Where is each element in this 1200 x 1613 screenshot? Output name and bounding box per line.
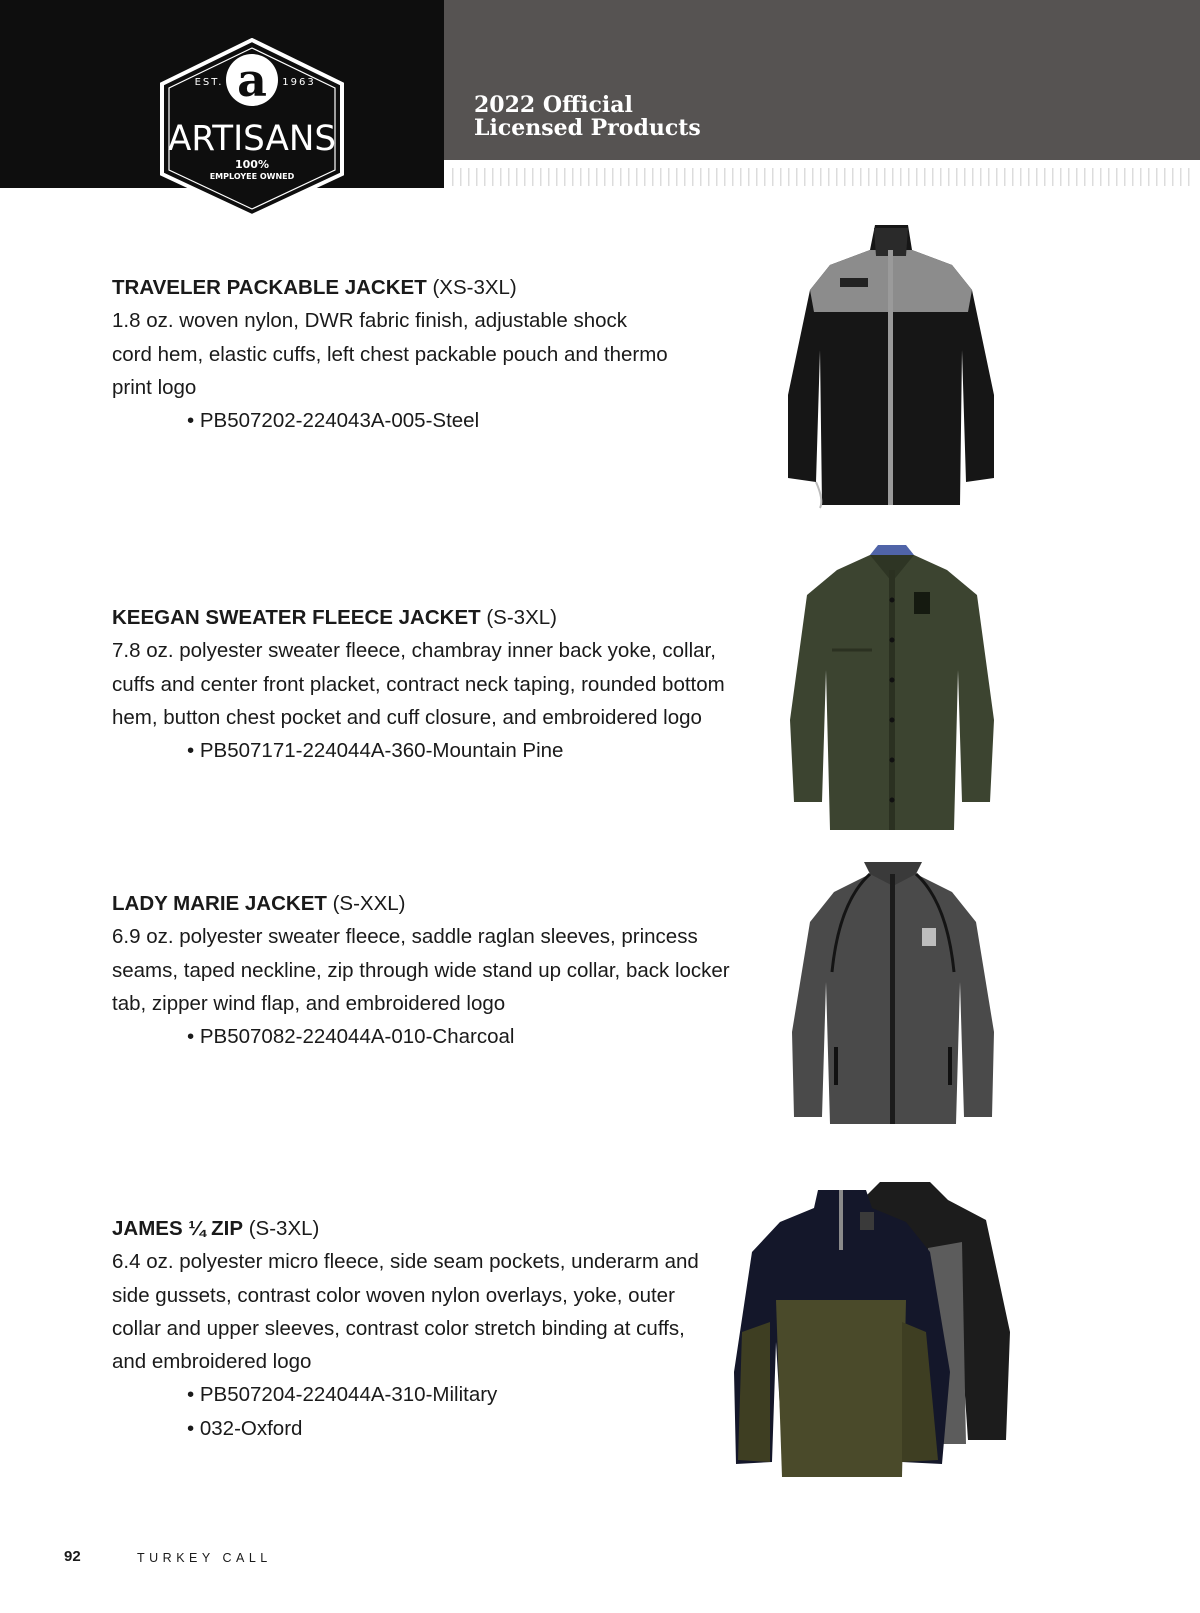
product-sizes: (S-3XL) xyxy=(486,606,557,629)
product-description: 6.4 oz. polyester micro fleece, side seam pockets, underarm and side gussets, contrast color woven nylon overlays, yoke, outer collar and upper sleeves, contrast color stretch binding at cuffs, and embroidered logo xyxy=(112,1250,699,1374)
tick-mark xyxy=(900,168,902,186)
green-button-fleece-jacket-image xyxy=(782,540,1002,840)
tick-mark xyxy=(708,168,710,186)
product-sizes: (XS-3XL) xyxy=(432,276,517,299)
tick-mark xyxy=(524,168,526,186)
tick-mark xyxy=(452,168,454,186)
logo-year: 1963 xyxy=(282,77,316,88)
tick-mark xyxy=(468,168,470,186)
tick-mark xyxy=(980,168,982,186)
tick-mark xyxy=(516,168,518,186)
artisans-logo xyxy=(154,38,350,218)
tick-mark xyxy=(1172,168,1174,186)
tick-mark xyxy=(492,168,494,186)
decorative-tick-strip xyxy=(450,166,1190,188)
tick-mark xyxy=(660,168,662,186)
tick-mark xyxy=(948,168,950,186)
tick-mark xyxy=(500,168,502,186)
tick-mark xyxy=(740,168,742,186)
tick-mark xyxy=(588,168,590,186)
tick-mark xyxy=(540,168,542,186)
tick-mark xyxy=(756,168,758,186)
sku-list xyxy=(112,1020,752,1053)
title-line-1: 2022 Official xyxy=(474,92,633,118)
tick-mark xyxy=(1156,168,1158,186)
tick-mark xyxy=(748,168,750,186)
tick-mark xyxy=(1012,168,1014,186)
tick-mark xyxy=(1116,168,1118,186)
product-name: JAMES ¼ ZIP xyxy=(112,1217,244,1240)
tick-mark xyxy=(1060,168,1062,186)
product-description: 1.8 oz. woven nylon, DWR fabric finish, adjustable shock cord hem, elastic cuffs, left chest packable pouch and thermo print logo xyxy=(112,309,668,399)
logo-brand: ARTISANS xyxy=(168,119,336,159)
tick-mark xyxy=(692,168,694,186)
tick-mark xyxy=(1148,168,1150,186)
tick-mark xyxy=(772,168,774,186)
product-name: TRAVELER PACKABLE JACKET xyxy=(112,276,427,299)
tick-mark xyxy=(572,168,574,186)
tick-mark xyxy=(636,168,638,186)
logo-percent: 100% xyxy=(235,158,269,171)
tick-mark xyxy=(868,168,870,186)
tick-mark xyxy=(844,168,846,186)
two-quarter-zip-pullovers-image xyxy=(730,1172,1030,1484)
tick-mark xyxy=(1052,168,1054,186)
tick-mark xyxy=(972,168,974,186)
tick-mark xyxy=(700,168,702,186)
tick-mark xyxy=(940,168,942,186)
tick-mark xyxy=(788,168,790,186)
tick-mark xyxy=(812,168,814,186)
tick-mark xyxy=(652,168,654,186)
sku-item: • 032-Oxford xyxy=(187,1412,752,1445)
title-line-2: Licensed Products xyxy=(474,115,701,141)
tick-mark xyxy=(676,168,678,186)
tick-mark xyxy=(804,168,806,186)
product-heading xyxy=(112,1212,752,1245)
tick-mark xyxy=(924,168,926,186)
tick-mark xyxy=(668,168,670,186)
tick-mark xyxy=(964,168,966,186)
tick-mark xyxy=(604,168,606,186)
tick-mark xyxy=(460,168,462,186)
tick-mark xyxy=(828,168,830,186)
sku-item: • PB507171-224044A-360-Mountain Pine xyxy=(187,734,752,767)
tick-mark xyxy=(1036,168,1038,186)
product-name: LADY MARIE JACKET xyxy=(112,892,327,915)
sku-item: • PB507202-224043A-005-Steel xyxy=(187,404,752,437)
sku-list xyxy=(112,404,752,437)
tick-mark xyxy=(508,168,510,186)
tick-mark xyxy=(796,168,798,186)
tick-mark xyxy=(1124,168,1126,186)
tick-mark xyxy=(1164,168,1166,186)
tick-mark xyxy=(996,168,998,186)
tick-mark xyxy=(628,168,630,186)
tick-mark xyxy=(476,168,478,186)
tick-mark xyxy=(556,168,558,186)
tick-mark xyxy=(1108,168,1110,186)
tick-mark xyxy=(1028,168,1030,186)
tick-mark xyxy=(684,168,686,186)
tick-mark xyxy=(612,168,614,186)
tick-mark xyxy=(876,168,878,186)
tick-mark xyxy=(548,168,550,186)
tick-mark xyxy=(564,168,566,186)
charcoal-zip-fleece-jacket-image xyxy=(784,862,1002,1134)
tick-mark xyxy=(1132,168,1134,186)
tick-mark xyxy=(580,168,582,186)
tick-mark xyxy=(1100,168,1102,186)
page-number: 92 xyxy=(64,1548,81,1565)
product-heading xyxy=(112,271,752,304)
tick-mark xyxy=(1068,168,1070,186)
tick-mark xyxy=(836,168,838,186)
tick-mark xyxy=(884,168,886,186)
tick-mark xyxy=(1076,168,1078,186)
sku-item: • PB507204-224044A-310-Military xyxy=(187,1378,752,1411)
tick-mark xyxy=(1140,168,1142,186)
tick-mark xyxy=(956,168,958,186)
product-lady-marie-jacket xyxy=(112,887,752,1053)
tick-mark xyxy=(724,168,726,186)
tick-mark xyxy=(988,168,990,186)
tick-mark xyxy=(596,168,598,186)
tick-mark xyxy=(852,168,854,186)
tick-mark xyxy=(716,168,718,186)
product-description: 6.9 oz. polyester sweater fleece, saddle raglan sleeves, princess seams, taped neckline, zip through wide stand up collar, back locker tab, zipper wind flap, and embroidered logo xyxy=(112,925,730,1015)
tick-mark xyxy=(484,168,486,186)
page-title xyxy=(474,94,701,140)
product-heading xyxy=(112,887,752,920)
tick-mark xyxy=(780,168,782,186)
product-traveler-packable-jacket xyxy=(112,271,752,437)
product-james-quarter-zip xyxy=(112,1212,752,1445)
tick-mark xyxy=(1020,168,1022,186)
tick-mark xyxy=(620,168,622,186)
tick-mark xyxy=(1004,168,1006,186)
sku-item: • PB507082-224044A-010-Charcoal xyxy=(187,1020,752,1053)
tick-mark xyxy=(820,168,822,186)
sku-list xyxy=(112,734,752,767)
product-description: 7.8 oz. polyester sweater fleece, chambray inner back yoke, collar, cuffs and center front placket, contract neck taping, rounded bottom hem, button chest pocket and cuff closure, and embroidered logo xyxy=(112,639,725,729)
tick-mark xyxy=(916,168,918,186)
tick-mark xyxy=(860,168,862,186)
tick-mark xyxy=(532,168,534,186)
tick-mark xyxy=(1084,168,1086,186)
tick-mark xyxy=(732,168,734,186)
logo-tagline: EMPLOYEE OWNED xyxy=(209,172,295,181)
black-gray-hooded-jacket-image xyxy=(780,220,1002,525)
tick-mark xyxy=(908,168,910,186)
product-keegan-sweater-fleece-jacket xyxy=(112,601,752,767)
product-sizes: (S-3XL) xyxy=(248,1217,320,1240)
tick-mark xyxy=(1092,168,1094,186)
logo-letter: a xyxy=(237,53,267,107)
logo-est: EST. xyxy=(194,77,224,88)
product-heading xyxy=(112,601,752,634)
tick-mark xyxy=(644,168,646,186)
tick-mark xyxy=(764,168,766,186)
magazine-name: TURKEY CALL xyxy=(137,1551,272,1565)
tick-mark xyxy=(932,168,934,186)
product-name: KEEGAN SWEATER FLEECE JACKET xyxy=(112,606,481,629)
sku-list xyxy=(112,1378,752,1445)
tick-mark xyxy=(1044,168,1046,186)
tick-mark xyxy=(1188,168,1190,186)
tick-mark xyxy=(1180,168,1182,186)
product-sizes: (S-XXL) xyxy=(332,892,406,915)
tick-mark xyxy=(892,168,894,186)
